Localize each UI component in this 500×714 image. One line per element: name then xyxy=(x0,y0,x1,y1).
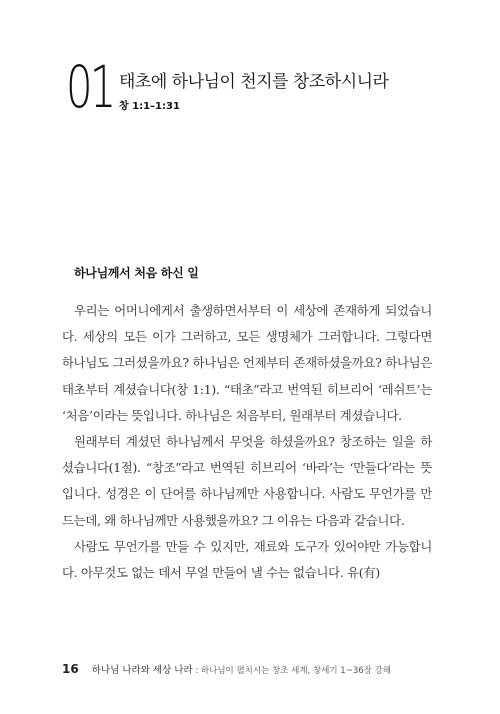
chapter-reference: 창 1:1–1:31 xyxy=(119,101,180,112)
section-heading: 하나님께서 처음 하신 일 xyxy=(74,266,199,280)
chapter-title: 태초에 하나님이 천지를 창조하시니라 xyxy=(119,72,389,92)
chapter-number: 01 xyxy=(66,53,114,121)
paragraph: 우리는 어머니에게서 출생하면서부터 이 세상에 존재하게 되었습니다. 세상의 모든 이가 그러하고, 모든 생명체가 그러합니다. 그렇다면 하나님도 그러셨을까요? 하나님은 언제부터 존재하셨을까요? 하나님은 태초부터 계셨습니다(창 1:1). “태초”라고 번역된 히브리어 ‘레쉬트’는 ‘처음’이라는 뜻입니다. 하나님은 처음부터, 원래부터 계셨습니다. xyxy=(62,303,432,423)
book-title: 하나님 나라와 세상 나라 xyxy=(91,665,193,676)
page-number: 16 xyxy=(62,662,79,676)
body-text xyxy=(62,298,432,586)
paragraph: 사람도 무언가를 만들 수 있지만, 재료와 도구가 있어야만 가능합니다. 아무것도 없는 데서 무얼 만들어 낼 수는 없습니다. 유(有) xyxy=(62,538,432,581)
page-footer xyxy=(62,658,391,677)
book-subtitle: : 하나님이 펼치시는 창조 세계, 창세기 1~36장 강해 xyxy=(192,666,391,676)
paragraph: 원래부터 계셨던 하나님께서 무엇을 하셨을까요? 창조하는 일을 하셨습니다(1절). “창조”라고 번역된 히브리어 ‘바라’는 ‘만들다’라는 뜻입니다. 성경은 이 단어를 하나님께만 사용합니다. 사람도 무언가를 만드는데, 왜 하나님께만 사용했을까요? 그 이유는 다음과 같습니다. xyxy=(62,434,432,528)
